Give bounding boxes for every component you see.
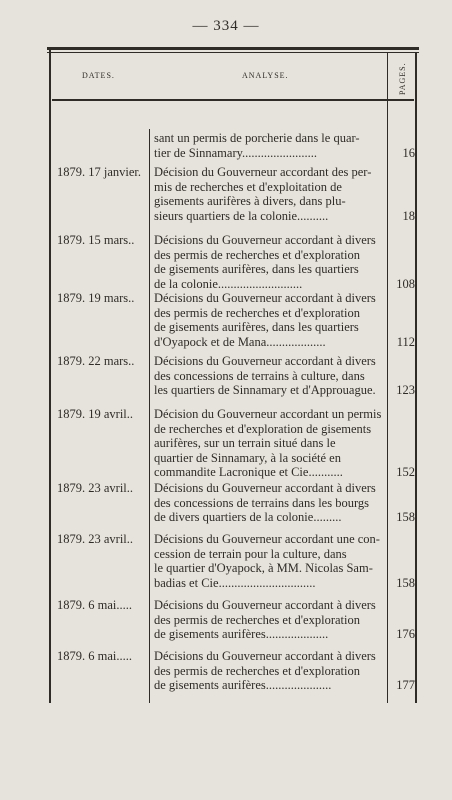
entry-date: 1879. 23 avril.. xyxy=(57,481,134,495)
entry-analysis xyxy=(154,233,387,291)
entry-line: d'Oyapock et de Mana................... xyxy=(154,334,326,349)
entry-line: tier de Sinnamary........................ xyxy=(154,145,318,160)
entry-page: 112 xyxy=(396,334,415,349)
entry-line: mis de recherches et d'exploitation de xyxy=(154,179,342,194)
entry-line: Décisions du Gouverneur accordant à divers xyxy=(154,291,376,305)
entry-line: Décisions du Gouverneur accordant à divers xyxy=(154,649,376,663)
entry-line: Décisions du Gouverneur accordant à divers xyxy=(154,481,376,495)
header-rule xyxy=(52,99,414,101)
left-border xyxy=(49,47,51,703)
entry-analysis xyxy=(154,407,387,480)
top-rule xyxy=(47,47,419,50)
entry-line: de gisements aurifères, dans les quartiers xyxy=(154,262,359,276)
entry-page: 108 xyxy=(396,276,415,291)
entry-date: 1879. 15 mars.. xyxy=(57,233,135,247)
header-pages: PAGES. xyxy=(398,62,407,95)
entry-page: 152 xyxy=(396,465,415,479)
pages-column-divider xyxy=(387,53,388,703)
header-dates: DATES. xyxy=(82,71,115,80)
entry-line: Décisions du Gouverneur accordant une con- xyxy=(154,532,380,546)
entry-date: 1879. 19 avril.. xyxy=(57,407,134,421)
entry-line: Décision du Gouverneur accordant un permis xyxy=(154,407,382,421)
entry-analysis xyxy=(154,649,387,693)
entry-line: Décision du Gouverneur accordant des per- xyxy=(154,165,372,179)
entry-line: Décisions du Gouverneur accordant à divers xyxy=(154,233,376,247)
entry-line: Décisions du Gouverneur accordant à divers xyxy=(154,354,376,368)
entry-analysis xyxy=(154,165,387,223)
right-border xyxy=(415,53,417,703)
entry-analysis xyxy=(154,291,387,349)
entry-date: 1879. 23 avril.. xyxy=(57,532,134,546)
entry-line: de gisements aurifères, dans les quartiers xyxy=(154,320,359,334)
entry-line: de gisements aurifères.................... xyxy=(154,627,329,641)
entry-page: 18 xyxy=(402,208,415,223)
header-analyse: ANALYSE. xyxy=(242,71,289,80)
entry-analysis xyxy=(154,354,387,398)
index-table xyxy=(47,47,419,703)
entry-line: sant un permis de porcherie dans le quar- xyxy=(154,131,360,145)
entry-line: cession de terrain pour la culture, dans xyxy=(154,546,347,561)
entry-analysis xyxy=(154,131,387,160)
entry-analysis xyxy=(154,481,387,525)
entry-date: 1879. 22 mars.. xyxy=(57,354,135,368)
entry-line: des permis de recherches et d'exploration xyxy=(154,663,360,678)
entry-line: de recherches et d'exploration de gisements xyxy=(154,421,372,436)
entry-date: 1879. 19 mars.. xyxy=(57,291,135,305)
page-number: — 334 — xyxy=(192,18,260,34)
entry-line: des concessions de terrains à culture, dans xyxy=(154,368,365,383)
entry-line: des permis de recherches et d'exploration xyxy=(154,612,360,627)
entry-date: 1879. 6 mai..... xyxy=(57,598,132,612)
entry-date: 1879. 17 janvier. xyxy=(57,165,142,179)
entry-line: des permis de recherches et d'exploration xyxy=(154,305,360,320)
entry-line: quartier de Sinnamary, à la société en xyxy=(154,450,341,465)
entry-line: badias et Cie............................... xyxy=(154,575,316,590)
entry-page: 158 xyxy=(396,510,415,524)
entry-line: Décisions du Gouverneur accordant à divers xyxy=(154,598,376,612)
entry-analysis xyxy=(154,532,387,590)
entry-line: de la colonie........................... xyxy=(154,276,303,291)
entry-line: de gisements aurifères..................... xyxy=(154,678,332,692)
entry-line: les quartiers de Sinnamary et d'Approuague. xyxy=(154,383,376,397)
entry-line: aurifères, sur un terrain situé dans le xyxy=(154,436,336,450)
entry-line: le quartier d'Oyapock, à MM. Nicolas Sam- xyxy=(154,561,373,575)
entry-page: 123 xyxy=(396,383,415,397)
entry-line: commandite Lacronique et Cie........... xyxy=(154,465,343,479)
entry-page: 158 xyxy=(396,575,415,590)
entry-page: 176 xyxy=(396,627,415,641)
entry-line: de divers quartiers de la colonie......... xyxy=(154,510,342,524)
entry-line: des permis de recherches et d'exploration xyxy=(154,247,360,262)
entry-line: sieurs quartiers de la colonie.......... xyxy=(154,208,329,223)
entry-line: gisements aurifères à divers, dans plu- xyxy=(154,194,346,208)
date-column-divider xyxy=(149,129,150,703)
entry-page: 177 xyxy=(396,678,415,692)
entry-line: des concessions de terrains dans les bourgs xyxy=(154,495,370,510)
top-rule-thin xyxy=(47,52,419,53)
entry-page: 16 xyxy=(402,145,415,160)
entry-date: 1879. 6 mai..... xyxy=(57,649,132,663)
entry-analysis xyxy=(154,598,387,642)
